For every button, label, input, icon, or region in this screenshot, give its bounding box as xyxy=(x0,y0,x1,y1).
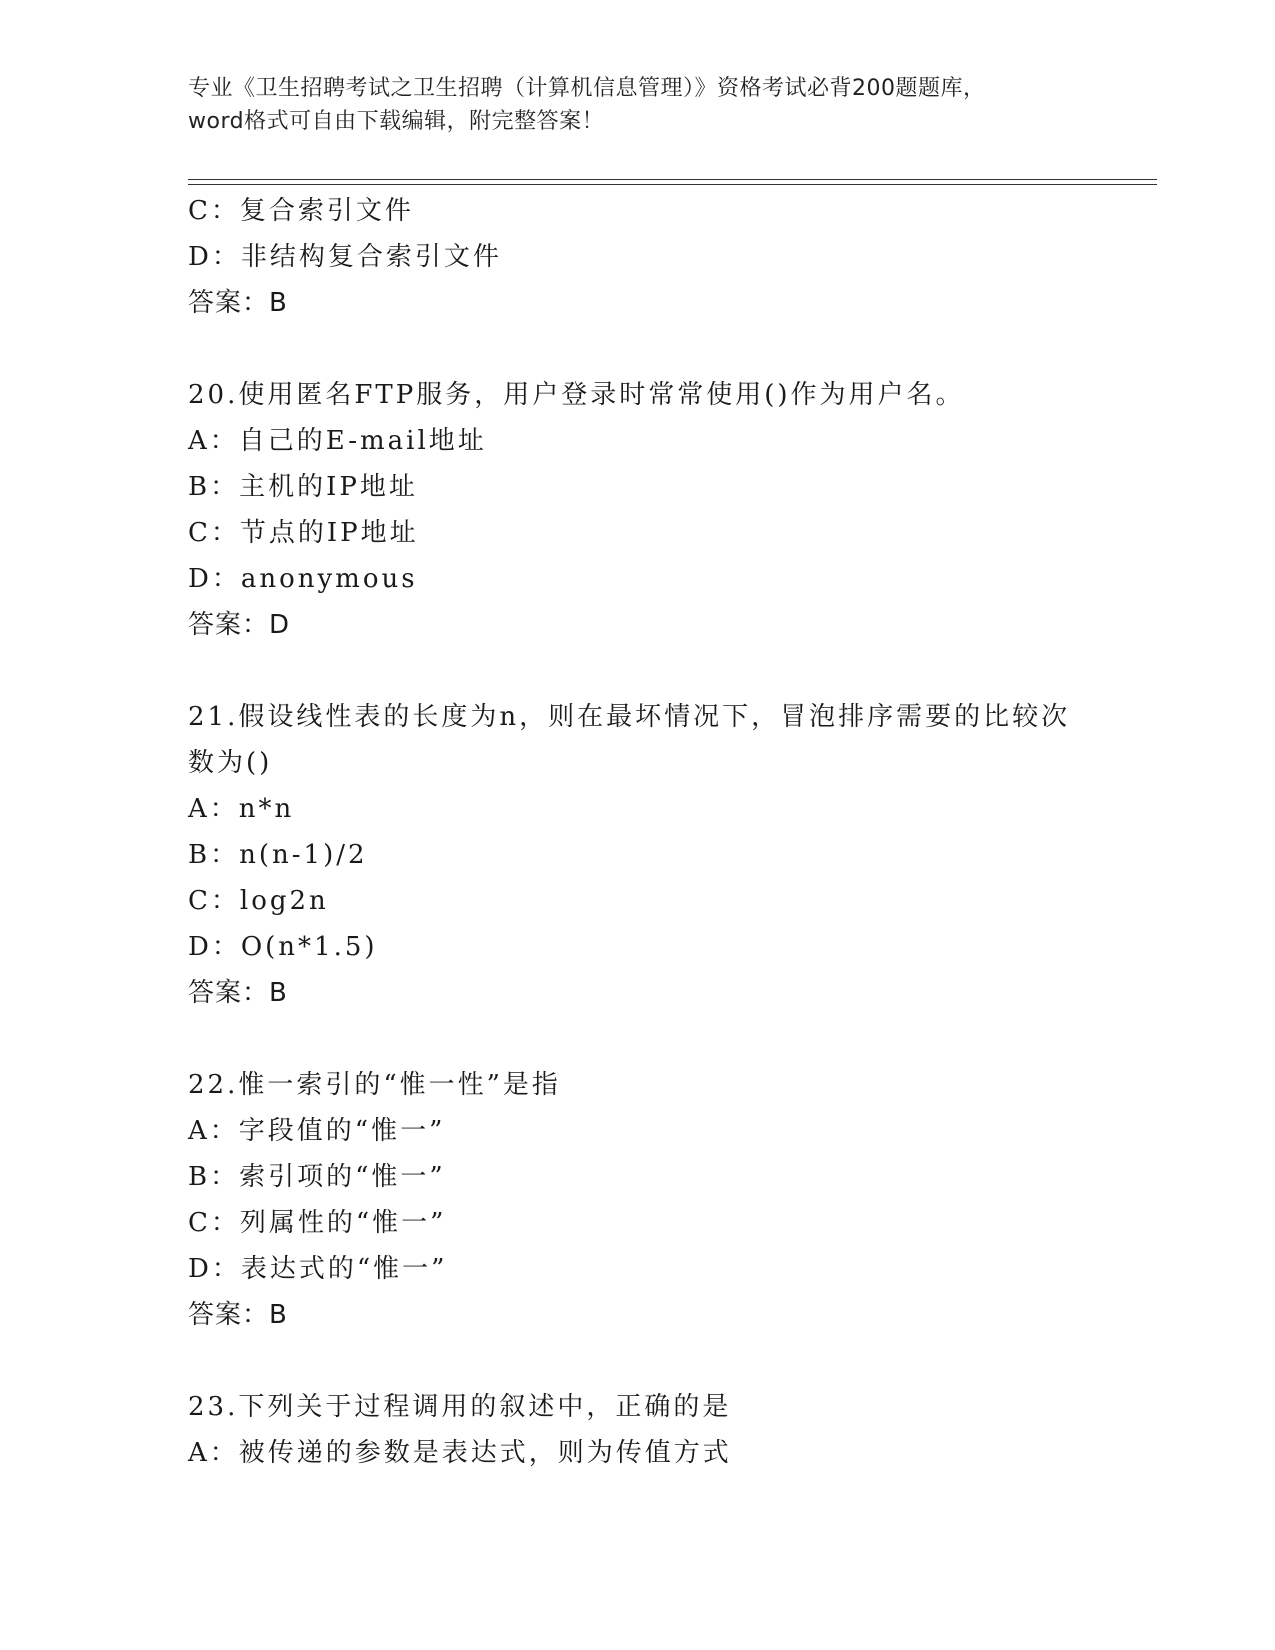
spacer xyxy=(188,326,1118,372)
option-b: B：主机的IP地址 xyxy=(188,472,418,502)
option-d: D：表达式的“惟一” xyxy=(188,1254,448,1284)
option-a: A：字段值的“惟一” xyxy=(188,1116,446,1146)
spacer xyxy=(188,1338,1118,1384)
question-stem-continued: 数为() xyxy=(188,748,273,778)
option-b: B：n(n-1)/2 xyxy=(188,840,368,870)
option-c: C：列属性的“惟一” xyxy=(188,1208,447,1238)
question-stem: 21.假设线性表的长度为n，则在最坏情况下，冒泡排序需要的比较次 xyxy=(188,702,1071,732)
header-title-line-2: word格式可自由下载编辑，附完整答案！ xyxy=(188,109,605,134)
option-a: A：被传递的参数是表达式，则为传值方式 xyxy=(188,1438,732,1468)
question-stem: 22.惟一索引的“惟一性”是指 xyxy=(188,1070,561,1100)
answer-label: 答案：B xyxy=(188,288,288,318)
option-d: D：anonymous xyxy=(188,564,418,594)
option-a: A：n*n xyxy=(188,794,295,824)
document-header xyxy=(188,72,1088,138)
question-list xyxy=(188,188,1118,1476)
option-d: D：非结构复合索引文件 xyxy=(188,242,502,272)
spacer xyxy=(188,1016,1118,1062)
option-c: C：log2n xyxy=(188,886,329,916)
question-19-continuation xyxy=(188,188,1118,326)
header-divider-top xyxy=(188,179,1157,180)
answer-label: 答案：B xyxy=(188,978,288,1008)
question-23 xyxy=(188,1384,1118,1476)
question-stem: 23.下列关于过程调用的叙述中，正确的是 xyxy=(188,1392,732,1422)
answer-label: 答案：B xyxy=(188,1300,288,1330)
question-20 xyxy=(188,372,1118,648)
answer-label: 答案：D xyxy=(188,610,291,640)
header-title-line-1: 专业《卫生招聘考试之卫生招聘（计算机信息管理）》资格考试必背200题题库， xyxy=(188,76,986,101)
option-d: D：O(n*1.5) xyxy=(188,932,378,962)
option-c: C：复合索引文件 xyxy=(188,196,414,226)
option-b: B：索引项的“惟一” xyxy=(188,1162,446,1192)
question-21 xyxy=(188,694,1118,1016)
spacer xyxy=(188,648,1118,694)
option-a: A：自己的E-mail地址 xyxy=(188,426,487,456)
question-stem: 20.使用匿名FTP服务，用户登录时常常使用()作为用户名。 xyxy=(188,380,965,410)
option-c: C：节点的IP地址 xyxy=(188,518,419,548)
header-divider-bottom xyxy=(188,184,1157,185)
question-22 xyxy=(188,1062,1118,1338)
